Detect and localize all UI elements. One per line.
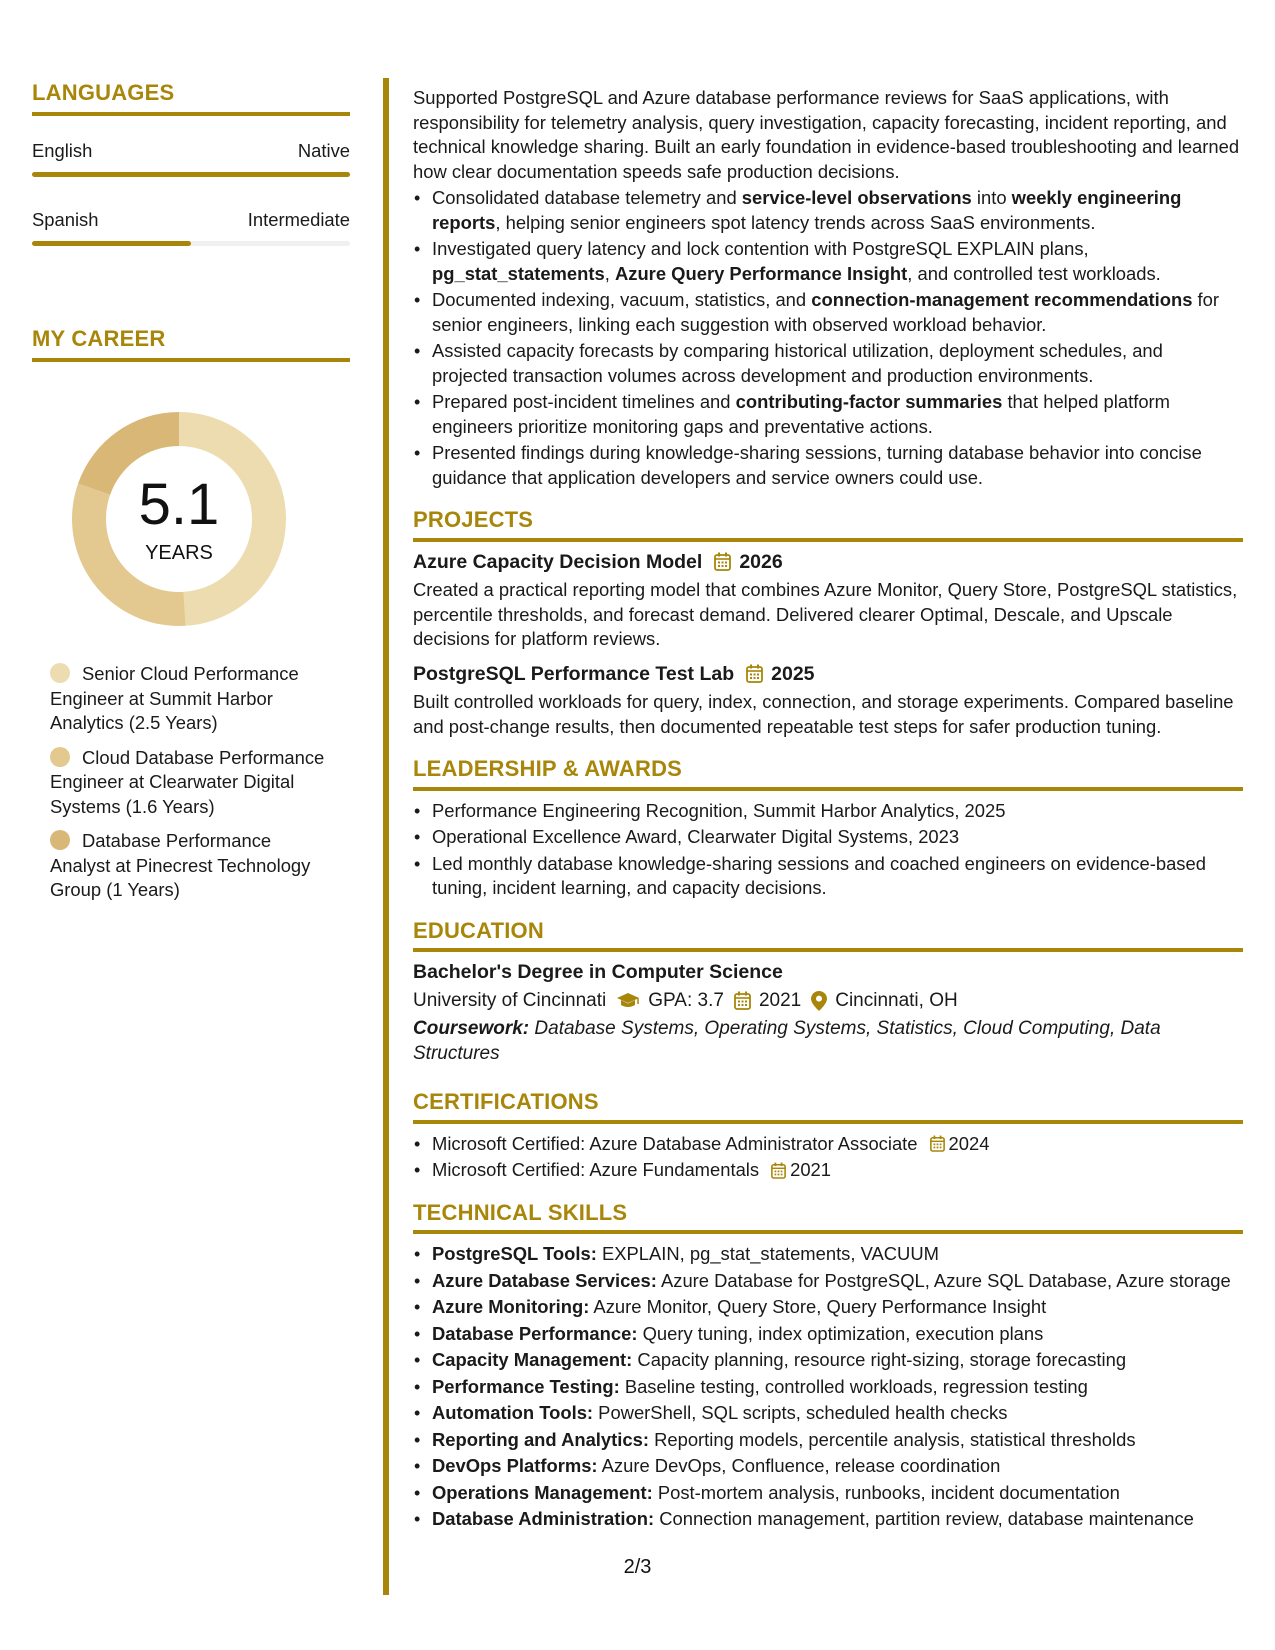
leadership-title: LEADERSHIP & AWARDS bbox=[413, 757, 1243, 791]
education-degree: Bachelor's Degree in Computer Science bbox=[413, 961, 783, 983]
bullet-text: that helped platform engineers prioritize monitoring gaps and preventative actions. bbox=[432, 391, 1170, 437]
location-pin-icon bbox=[811, 991, 827, 1011]
skill-item bbox=[413, 1269, 1243, 1294]
experience-bullet bbox=[413, 186, 1243, 235]
skill-category: Performance Testing: bbox=[432, 1375, 620, 1397]
calendar-icon bbox=[930, 1135, 945, 1152]
skill-values: Query tuning, index optimization, execution plans bbox=[637, 1322, 1044, 1344]
certifications-title: CERTIFICATIONS bbox=[413, 1090, 1243, 1124]
project-item bbox=[413, 550, 1243, 652]
leadership-item: • Performance Engineering Recognition, Summit Harbor Analytics, 2025 bbox=[413, 799, 1243, 824]
bullet-text: , and controlled test workloads. bbox=[907, 262, 1161, 284]
skill-values: Azure Database for PostgreSQL, Azure SQL Database, Azure storage bbox=[656, 1269, 1231, 1291]
certification-year: 2024 bbox=[948, 1132, 990, 1154]
coursework-label: Coursework: bbox=[413, 1018, 530, 1039]
career-legend-item bbox=[50, 662, 332, 736]
skill-item bbox=[413, 1295, 1243, 1320]
bullet-emphasis: pg_stat_statements bbox=[432, 262, 605, 284]
career-total-unit: YEARS bbox=[145, 542, 213, 564]
language-name: Spanish bbox=[32, 209, 99, 230]
bullet-text: Presented findings during knowledge-sharing sessions, turning database behavior into concise guidance that application developers and service owners could use. bbox=[432, 442, 1202, 488]
education-location: Cincinnati, OH bbox=[835, 989, 958, 1011]
bullet-text: Prepared post-incident timelines and bbox=[432, 391, 736, 412]
legend-dot bbox=[50, 830, 70, 850]
right-column bbox=[413, 86, 1243, 1534]
experience-bullet bbox=[413, 441, 1243, 490]
project-description: Created a practical reporting model that combines Azure Monitor, Query Store, PostgreSQL statistics, percentile thresholds, and forecast demand. Delivered clearer Optimal, Descale, and Upscale decisions for platform reviews. bbox=[413, 579, 1238, 649]
language-item bbox=[32, 140, 350, 177]
skills-list bbox=[413, 1242, 1243, 1532]
language-item bbox=[32, 209, 350, 246]
leadership-list bbox=[413, 799, 1243, 901]
skill-category: DevOps Platforms: bbox=[432, 1455, 598, 1476]
certification-name: • Microsoft Certified: Azure Fundamentals bbox=[432, 1159, 760, 1180]
skill-item bbox=[413, 1401, 1243, 1426]
legend-dot bbox=[50, 747, 70, 767]
career-legend-item bbox=[50, 746, 332, 820]
bullet-text: Investigated query latency and lock contention with PostgreSQL EXPLAIN plans, bbox=[432, 238, 1089, 259]
education-details bbox=[413, 989, 1243, 1014]
project-item bbox=[413, 662, 1243, 740]
career-donut-chart bbox=[66, 406, 292, 632]
skill-values: PowerShell, SQL scripts, scheduled health checks bbox=[593, 1402, 1008, 1423]
bullet-emphasis: contributing-factor summaries bbox=[735, 391, 1003, 412]
graduation-cap-icon bbox=[616, 992, 640, 1010]
bullet-text: into bbox=[971, 187, 1012, 208]
project-year: 2025 bbox=[771, 662, 815, 685]
calendar-icon bbox=[746, 664, 763, 683]
skill-item bbox=[413, 1428, 1243, 1453]
career-legend bbox=[32, 662, 332, 903]
skill-category: Operations Management: bbox=[432, 1481, 653, 1503]
skill-values: EXPLAIN, pg_stat_statements, VACUUM bbox=[596, 1243, 939, 1264]
language-level: Native bbox=[297, 140, 350, 161]
skill-category: Automation Tools: bbox=[432, 1402, 594, 1423]
skill-item bbox=[413, 1242, 1243, 1267]
career-role: Senior Cloud Performance Engineer at Summit Harbor Analytics (2.5 Years) bbox=[50, 663, 299, 733]
project-name: PostgreSQL Performance Test Lab bbox=[413, 662, 735, 685]
legend-dot bbox=[50, 663, 70, 683]
skill-values: Baseline testing, controlled workloads, regression testing bbox=[619, 1375, 1088, 1397]
project-description: Built controlled workloads for query, index, connection, and storage experiments. Compared baseline and post-change results, then documented repeatable test steps for safer production tuning. bbox=[413, 691, 1234, 737]
certification-year: 2021 bbox=[790, 1159, 832, 1180]
left-column bbox=[32, 80, 350, 913]
bullet-emphasis: connection-management recommendations bbox=[811, 289, 1193, 310]
bullet-text: for senior engineers, linking each suggestion with observed workload behavior. bbox=[432, 289, 1219, 335]
project-name: Azure Capacity Decision Model bbox=[413, 550, 703, 573]
experience-summary: Supported PostgreSQL and Azure database performance reviews for SaaS applications, with responsibility for telemetry analysis, query investigation, capacity forecasting, incident reporting, and technical knowledge sharing. Built an early foundation in evidence-based troubleshooting and learned how clear documentation speeds safe production decisions. bbox=[413, 87, 1240, 182]
skill-values: Reporting models, percentile analysis, statistical thresholds bbox=[648, 1428, 1136, 1450]
experience-bullet bbox=[413, 237, 1243, 286]
experience-bullet bbox=[413, 339, 1243, 388]
skill-category: Azure Monitoring: bbox=[432, 1296, 590, 1317]
certification-item bbox=[413, 1158, 1243, 1183]
skill-category: Database Administration: bbox=[432, 1508, 655, 1529]
leadership-item: • Led monthly database knowledge-sharing sessions and coached engineers on evidence-based tuning, incident learning, and capacity decisions. bbox=[413, 852, 1243, 901]
skill-category: Capacity Management: bbox=[432, 1349, 633, 1370]
experience-bullet bbox=[413, 390, 1243, 439]
skill-values: Connection management, partition review, database maintenance bbox=[654, 1508, 1194, 1529]
bullet-text: , bbox=[604, 262, 615, 284]
leadership-item: • Operational Excellence Award, Clearwater Digital Systems, 2023 bbox=[413, 825, 1243, 850]
bullet-text: Consolidated database telemetry and bbox=[432, 187, 742, 208]
column-divider bbox=[383, 78, 389, 1595]
skill-item bbox=[413, 1481, 1243, 1506]
bullet-emphasis: weekly engineering reports bbox=[432, 187, 1182, 233]
experience-bullet bbox=[413, 288, 1243, 337]
education-title: EDUCATION bbox=[413, 919, 1243, 953]
skill-values: Azure Monitor, Query Store, Query Performance Insight bbox=[589, 1296, 1047, 1317]
career-role: Cloud Database Performance Engineer at Clearwater Digital Systems (1.6 Years) bbox=[50, 746, 325, 817]
certification-item bbox=[413, 1132, 1243, 1157]
skill-category: Azure Database Services: bbox=[432, 1269, 657, 1291]
bullet-text: Assisted capacity forecasts by comparing historical utilization, deployment schedules, and projected transaction volumes across development and production environments. bbox=[432, 340, 1163, 386]
bullet-text: , helping senior engineers spot latency trends across SaaS environments. bbox=[495, 211, 1096, 233]
language-level: Intermediate bbox=[247, 209, 350, 230]
education-gpa: GPA: 3.7 bbox=[648, 989, 724, 1011]
career-legend-item bbox=[50, 829, 332, 903]
language-level-fill bbox=[32, 241, 191, 246]
language-level-bar bbox=[32, 172, 350, 177]
calendar-icon bbox=[714, 552, 731, 571]
page-number: 2/3 bbox=[623, 1556, 652, 1578]
certification-name: • Microsoft Certified: Azure Database Administrator Associate bbox=[432, 1132, 918, 1154]
career-role: Database Performance Analyst at Pinecrest Technology Group (1 Years) bbox=[50, 830, 311, 900]
calendar-icon bbox=[734, 991, 751, 1010]
projects-title: PROJECTS bbox=[413, 508, 1243, 542]
language-level-bar bbox=[32, 241, 350, 246]
skill-item bbox=[413, 1348, 1243, 1373]
certifications-list bbox=[413, 1132, 1243, 1183]
skill-item bbox=[413, 1375, 1243, 1400]
career-title: MY CAREER bbox=[32, 326, 350, 362]
education-year: 2021 bbox=[758, 989, 802, 1011]
languages-title: LANGUAGES bbox=[32, 80, 350, 116]
skill-values: Capacity planning, resource right-sizing, storage forecasting bbox=[632, 1349, 1127, 1370]
coursework-list: Database Systems, Operating Systems, Statistics, Cloud Computing, Data Structures bbox=[413, 1018, 1161, 1064]
bullet-text: Documented indexing, vacuum, statistics, and bbox=[432, 289, 812, 310]
skill-category: Database Performance: bbox=[432, 1322, 638, 1344]
skill-item bbox=[413, 1322, 1243, 1347]
education-school: University of Cincinnati bbox=[413, 989, 607, 1011]
language-name: English bbox=[32, 140, 93, 161]
skill-values: Azure DevOps, Confluence, release coordination bbox=[597, 1455, 1001, 1476]
project-year: 2026 bbox=[739, 550, 783, 573]
skill-item bbox=[413, 1507, 1243, 1532]
education-coursework bbox=[413, 1017, 1243, 1066]
skill-category: PostgreSQL Tools: bbox=[432, 1243, 597, 1264]
skills-title: TECHNICAL SKILLS bbox=[413, 1201, 1243, 1235]
calendar-icon bbox=[771, 1162, 786, 1179]
bullet-emphasis: service-level observations bbox=[741, 187, 972, 208]
skill-item bbox=[413, 1454, 1243, 1479]
bullet-emphasis: Azure Query Performance Insight bbox=[614, 262, 908, 284]
career-total-years: 5.1 bbox=[138, 472, 220, 537]
skill-category: Reporting and Analytics: bbox=[432, 1428, 649, 1450]
experience-bullets bbox=[413, 186, 1243, 490]
skill-values: Post-mortem analysis, runbooks, incident documentation bbox=[652, 1481, 1120, 1503]
language-level-fill bbox=[32, 172, 350, 177]
